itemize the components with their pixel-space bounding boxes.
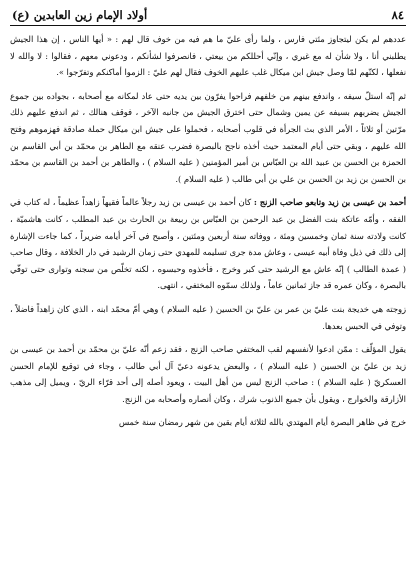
paragraph-text: زوجته هي خديجة بنت عليّ بن عمر بن عليّ بن الحسين ( عليه السلام ) وهي أمّ محمّد ابنه ، الذي كان زاهداً فاضلاً ، وتوفي في الحبس بعدها. bbox=[10, 303, 406, 331]
paragraph-2 bbox=[10, 88, 406, 188]
paragraph-3 bbox=[10, 194, 406, 294]
book-page bbox=[10, 6, 406, 574]
paragraph-6 bbox=[10, 414, 406, 431]
paragraph-text: يقول المؤلّف : ممّن ادعوا لأنفسهم لقب المختفي صاحب الزنج ، فقد زعم أنّه عليّ بن محمّد بن أحمد بن عيسى بن زيد بن عليّ بن الحسين ( عليه السلام ) ، والبعض يدعونه دعيّ آل أبي طالب ، وجاء في توقيع للإمام الحسن العسكريّ ( عليه السلام ) : صاحب الزنج ليس من أهل البيت ، ويعود أصله إلى أحد قرّاء الريّ ، ويميل إلى مذهب الأزارقة والخوارج ، ويقول بأن جميع الذنوب شرك ، وكان أنصاره وأصحابه من الزنج. bbox=[10, 344, 406, 404]
paragraph-text: ثم إنّه استلّ سيفه ، واندفع بينهم من خلفهم فراحوا يفرّون بين يديه حتى عاد لمكانه مع أصحابه ، بجواده بين جموع الجيش يضربهم بسيفه عن يمين وشمال حتى اخترق الجيش من جانبه الآخر ، فوقف هنالك ، ثم اندفع عليهم ذلك مرّتين أو ثلاثاً ، الأمر الذي بث الجرأة في قلوب أصحابه ، فحملوا على جيش ابن ميكال حملة صادقة فهزموهم وفتح الله عليهم ، وبقي حتى أيام المعتمد حيث أخذه ناجح بالبصرة فضرب عنقه مع الطاهر بن محمّد بن أبي القاسم بن الحمزة بن الحسن بن عبيد الله بن العبّاس بن أمير المؤمنين ( عليه السلام ) ، والطاهر بن أحمد بن القاسم بن محمّد بن الحسن بن زيد بن الحسن بن علي بن أبي طالب ( عليه السلام ). bbox=[10, 90, 406, 184]
paragraph-5 bbox=[10, 341, 406, 407]
paragraph-1 bbox=[10, 31, 406, 81]
page-number: ٨٤ bbox=[391, 8, 404, 22]
running-title: أولاد الإمام زين العابدين (ع) bbox=[12, 8, 148, 22]
section-heading: أحمد بن عيسى بن زيد وتابعو صاحب الزنج : bbox=[253, 197, 406, 208]
header-rule bbox=[10, 25, 406, 26]
paragraph-text: خرج في ظاهر البصرة أيام المهتدي بالله لثلاثة أيام بقين من شهر رمضان سنة خمس bbox=[118, 417, 406, 428]
paragraph-4 bbox=[10, 301, 406, 334]
paragraph-text: عددهم لم يكن ليتجاوز مئتي فارس ، ولما رأى عليّ ما هم فيه من خوف قال لهم : « أيها الناس ، إن هذا الجيش يطلبني أنا ، ولا شأن له مع غيري ، وإنّي أحللكم من بيعتي ، فانصرفوا لشأنكم ، ودعوني معهم ، فقالوا : لا والله لا نفعلها ، لكنّهم لمّا وصل جيش ابن ميكال غلب عليهم الخوف فقال لهم عليّ : الزموا أماكنكم وتفرّجوا ». bbox=[10, 34, 406, 78]
paragraph-text: كان أحمد بن عيسى بن زيد رجلاً عالماً فقيهاً زاهداً عظيماً ، له كتاب في الفقه ، وأمّه عاتكة بنت الفضل بن عبد الرحمن بن العبّاس بن ربيعة بن الحارث بن عبد المطلب ، كانت هاشميّة ، كانت ولادته سنة ثمان وخمسين ومئة ، ووفاته سنة أربعين ومئتين ، وأصبح في آخر أيامه ضريراً ، كما جاءت الإشارة إلى ذلك في ذيل وفاة أبيه عيسى ، وعاش مدة جرى تسليمه للمهدي حتى زمان الرشيد في دار الخلافة ، وقال صاحب ( عمدة الطالب ) إنّه عاش مع الرشيد حتى كبر وخرج ، فأخذوه وحبسوه ، لكنه تخلّص من سجنه وتوارى حتى توفّي بالبصرة ، وكان عمره قد جاز ثمانين عاماً ، ولذلك سمّوه المختفي ، انتهى. bbox=[10, 197, 406, 291]
page-header bbox=[10, 6, 406, 24]
